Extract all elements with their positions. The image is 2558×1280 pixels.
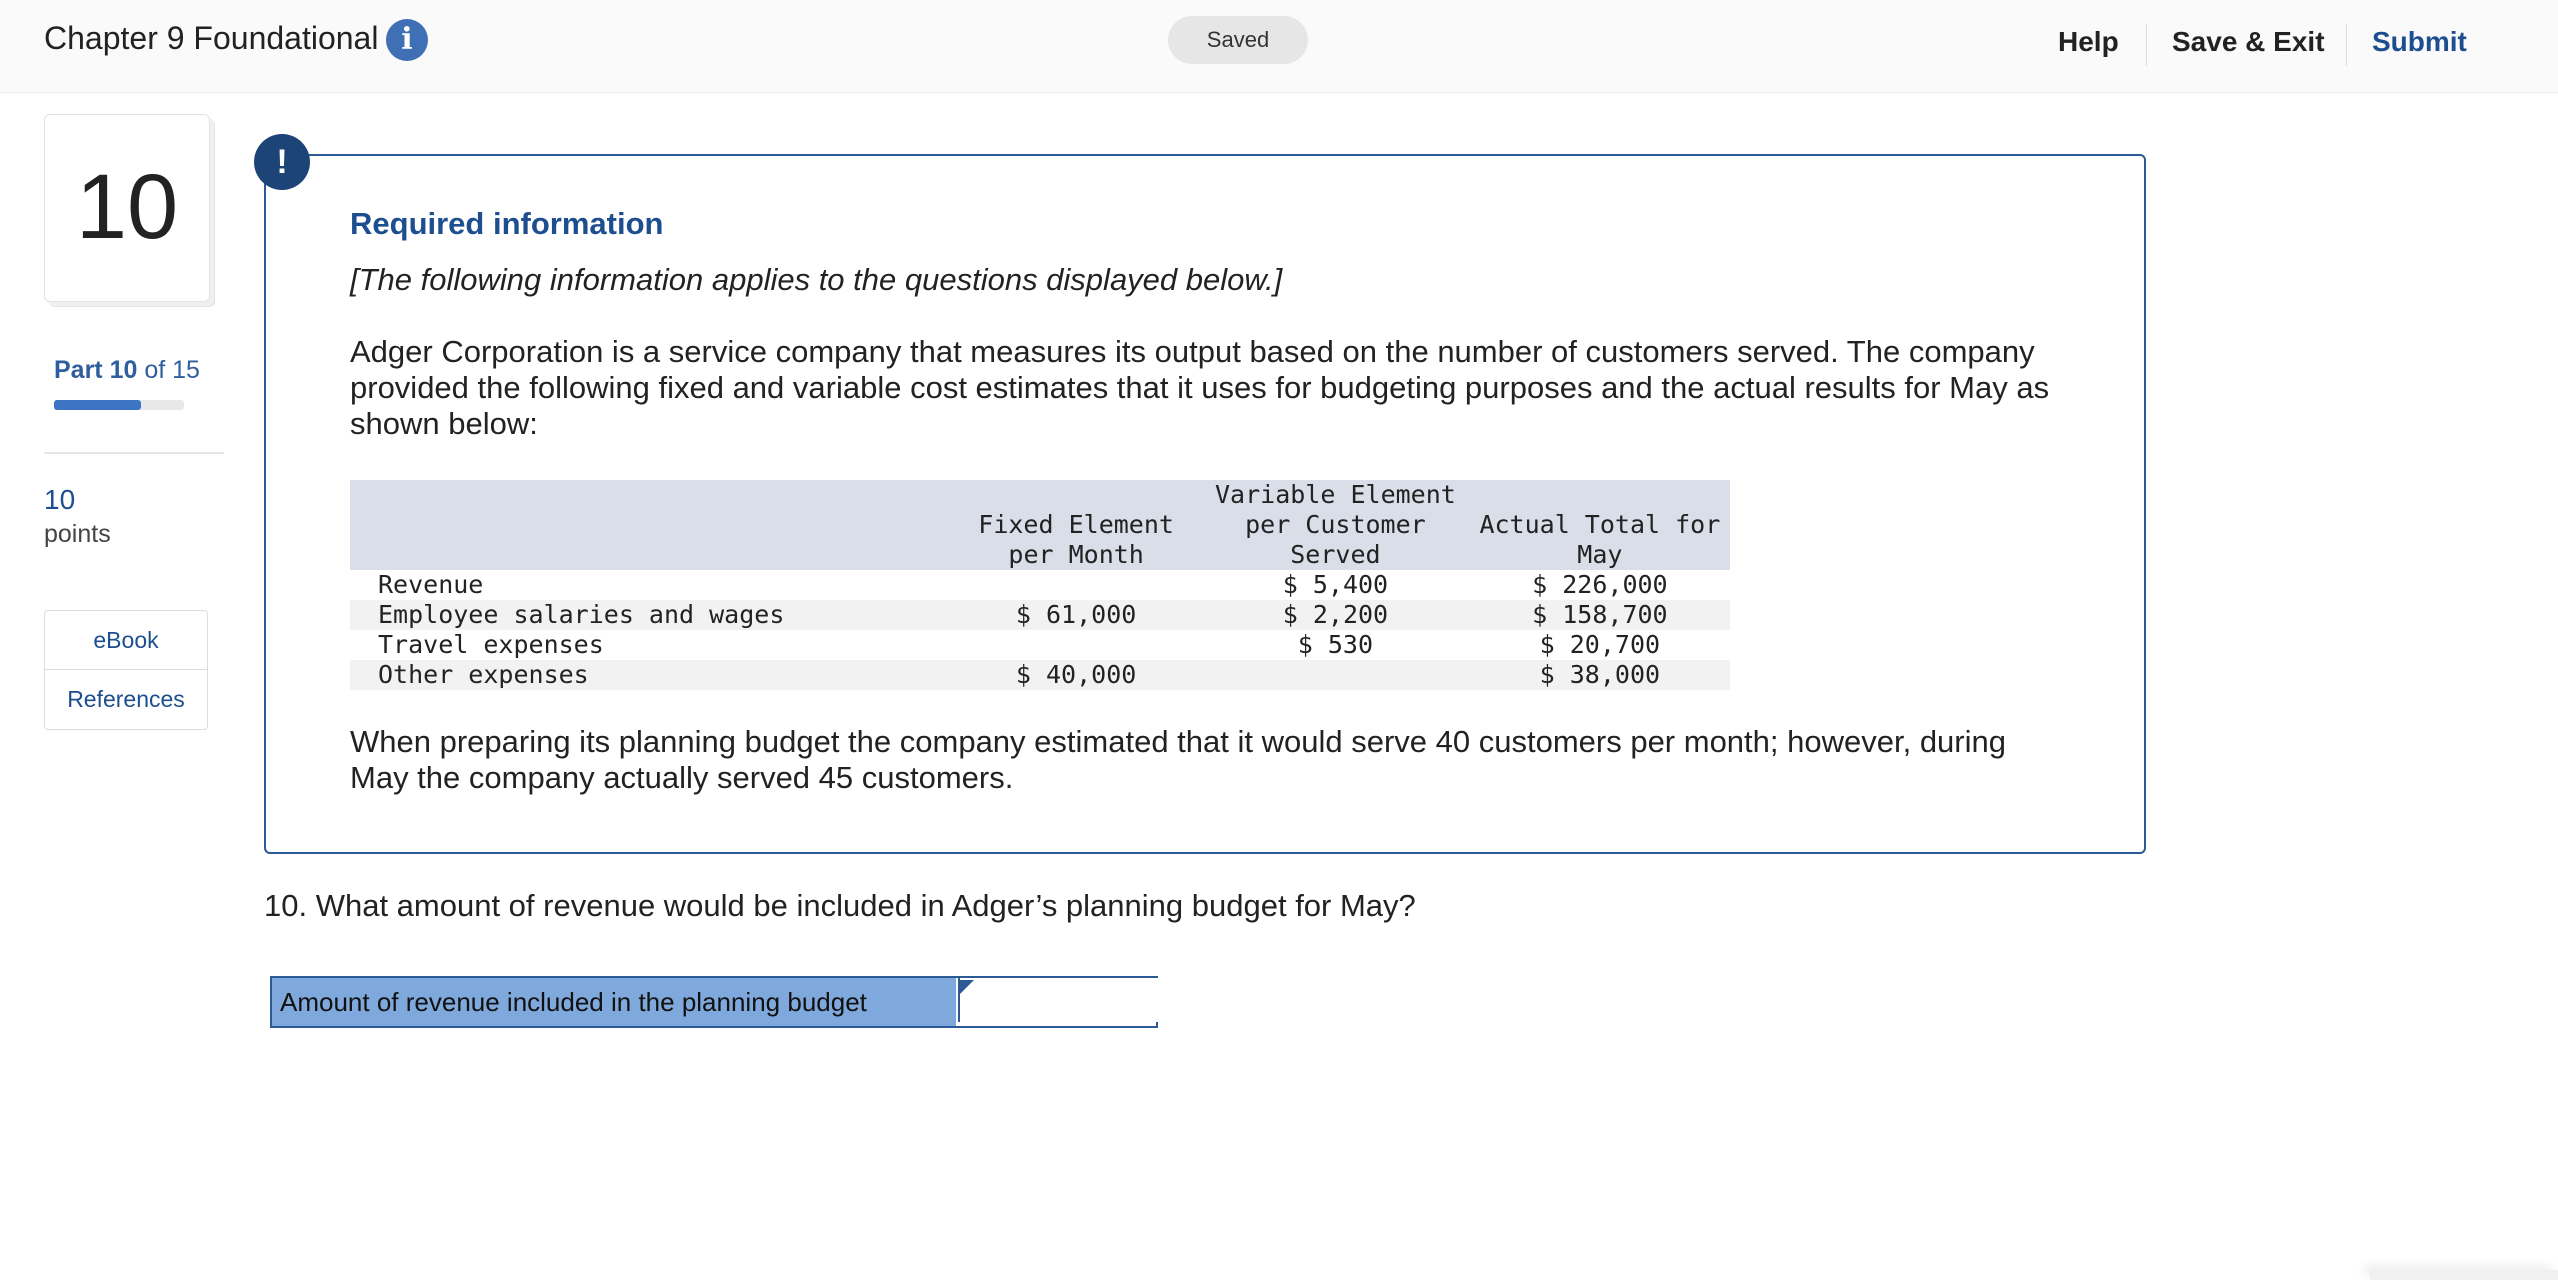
resources-panel	[44, 610, 208, 730]
variable-cell	[1201, 660, 1470, 690]
sidebar-divider	[44, 452, 224, 454]
header-divider	[2346, 24, 2347, 66]
table-header-actual: Actual Total for May	[1470, 480, 1730, 570]
part-total: of 15	[144, 356, 200, 384]
answer-row	[270, 976, 1158, 1028]
saved-status-badge: Saved	[1168, 16, 1308, 64]
cost-estimates-table	[350, 480, 1730, 690]
part-number: 10	[109, 356, 138, 384]
points-value: 10	[44, 484, 76, 515]
ebook-button[interactable]: eBook	[45, 611, 207, 670]
required-information-title: Required information	[350, 206, 664, 241]
save-exit-button[interactable]: Save & Exit	[2172, 26, 2325, 57]
part-progress-bar	[54, 400, 184, 410]
revenue-answer-input[interactable]	[958, 978, 1168, 1022]
table-row	[350, 570, 1730, 600]
actual-cell: $ 158,700	[1470, 600, 1730, 630]
question-number: 10	[75, 156, 179, 258]
table-row	[350, 600, 1730, 630]
submit-button[interactable]: Submit	[2372, 26, 2467, 57]
row-label: Revenue	[378, 570, 484, 599]
points-label: points	[44, 520, 111, 548]
variable-cell: $ 5,400	[1282, 570, 1389, 599]
fixed-cell	[951, 630, 1201, 660]
corner-widget	[2370, 1270, 2558, 1280]
answer-label: Amount of revenue included in the planning budget	[272, 978, 956, 1026]
fixed-cell: $ 40,000	[951, 660, 1201, 690]
actual-cell: $ 38,000	[1470, 660, 1730, 690]
table-header-variable: Variable Element per Customer Served	[1201, 480, 1470, 570]
part-progress-fill	[54, 400, 141, 410]
scenario-paragraph: Adger Corporation is a service company that measures its output based on the number of customers served. The company provided the following fixed and variable cost estimates that it uses for budgeting purposes and the actual results for May as shown below:	[350, 334, 2050, 441]
row-label: Employee salaries and wages	[350, 600, 951, 630]
question-prompt: 10. What amount of revenue would be included in Adger’s planning budget for May?	[264, 888, 1416, 923]
required-information-subtitle: [The following information applies to the questions displayed below.]	[350, 262, 1283, 297]
row-label: Travel expenses	[378, 630, 604, 659]
references-button[interactable]: References	[67, 686, 185, 712]
table-header-row	[350, 480, 1730, 570]
variable-cell: $ 530	[1297, 630, 1374, 659]
table-header-fixed: Fixed Element per Month	[951, 480, 1201, 570]
part-word: Part	[54, 356, 103, 384]
header-divider	[2146, 24, 2147, 66]
top-bar	[0, 0, 2558, 93]
required-information-card	[264, 154, 2146, 854]
help-button[interactable]: Help	[2058, 26, 2119, 57]
actual-cell: $ 226,000	[1532, 570, 1668, 599]
table-header-label	[350, 480, 951, 570]
table-row	[350, 660, 1730, 690]
table-row	[350, 630, 1730, 660]
alert-icon: !	[254, 134, 310, 190]
question-number-card	[44, 114, 210, 302]
input-flag-icon	[960, 980, 974, 994]
variable-cell: $ 2,200	[1201, 600, 1470, 630]
row-label: Other expenses	[350, 660, 951, 690]
fixed-cell: $ 61,000	[951, 600, 1201, 630]
info-icon[interactable]: i	[386, 19, 428, 61]
fixed-cell	[951, 570, 1201, 600]
budget-assumption-paragraph: When preparing its planning budget the company estimated that it would serve 40 customers per month; however, during May the company actually served 45 customers.	[350, 724, 2006, 795]
actual-cell: $ 20,700	[1539, 630, 1661, 659]
part-indicator	[54, 356, 200, 385]
assignment-title: Chapter 9 Foundational	[44, 20, 379, 56]
